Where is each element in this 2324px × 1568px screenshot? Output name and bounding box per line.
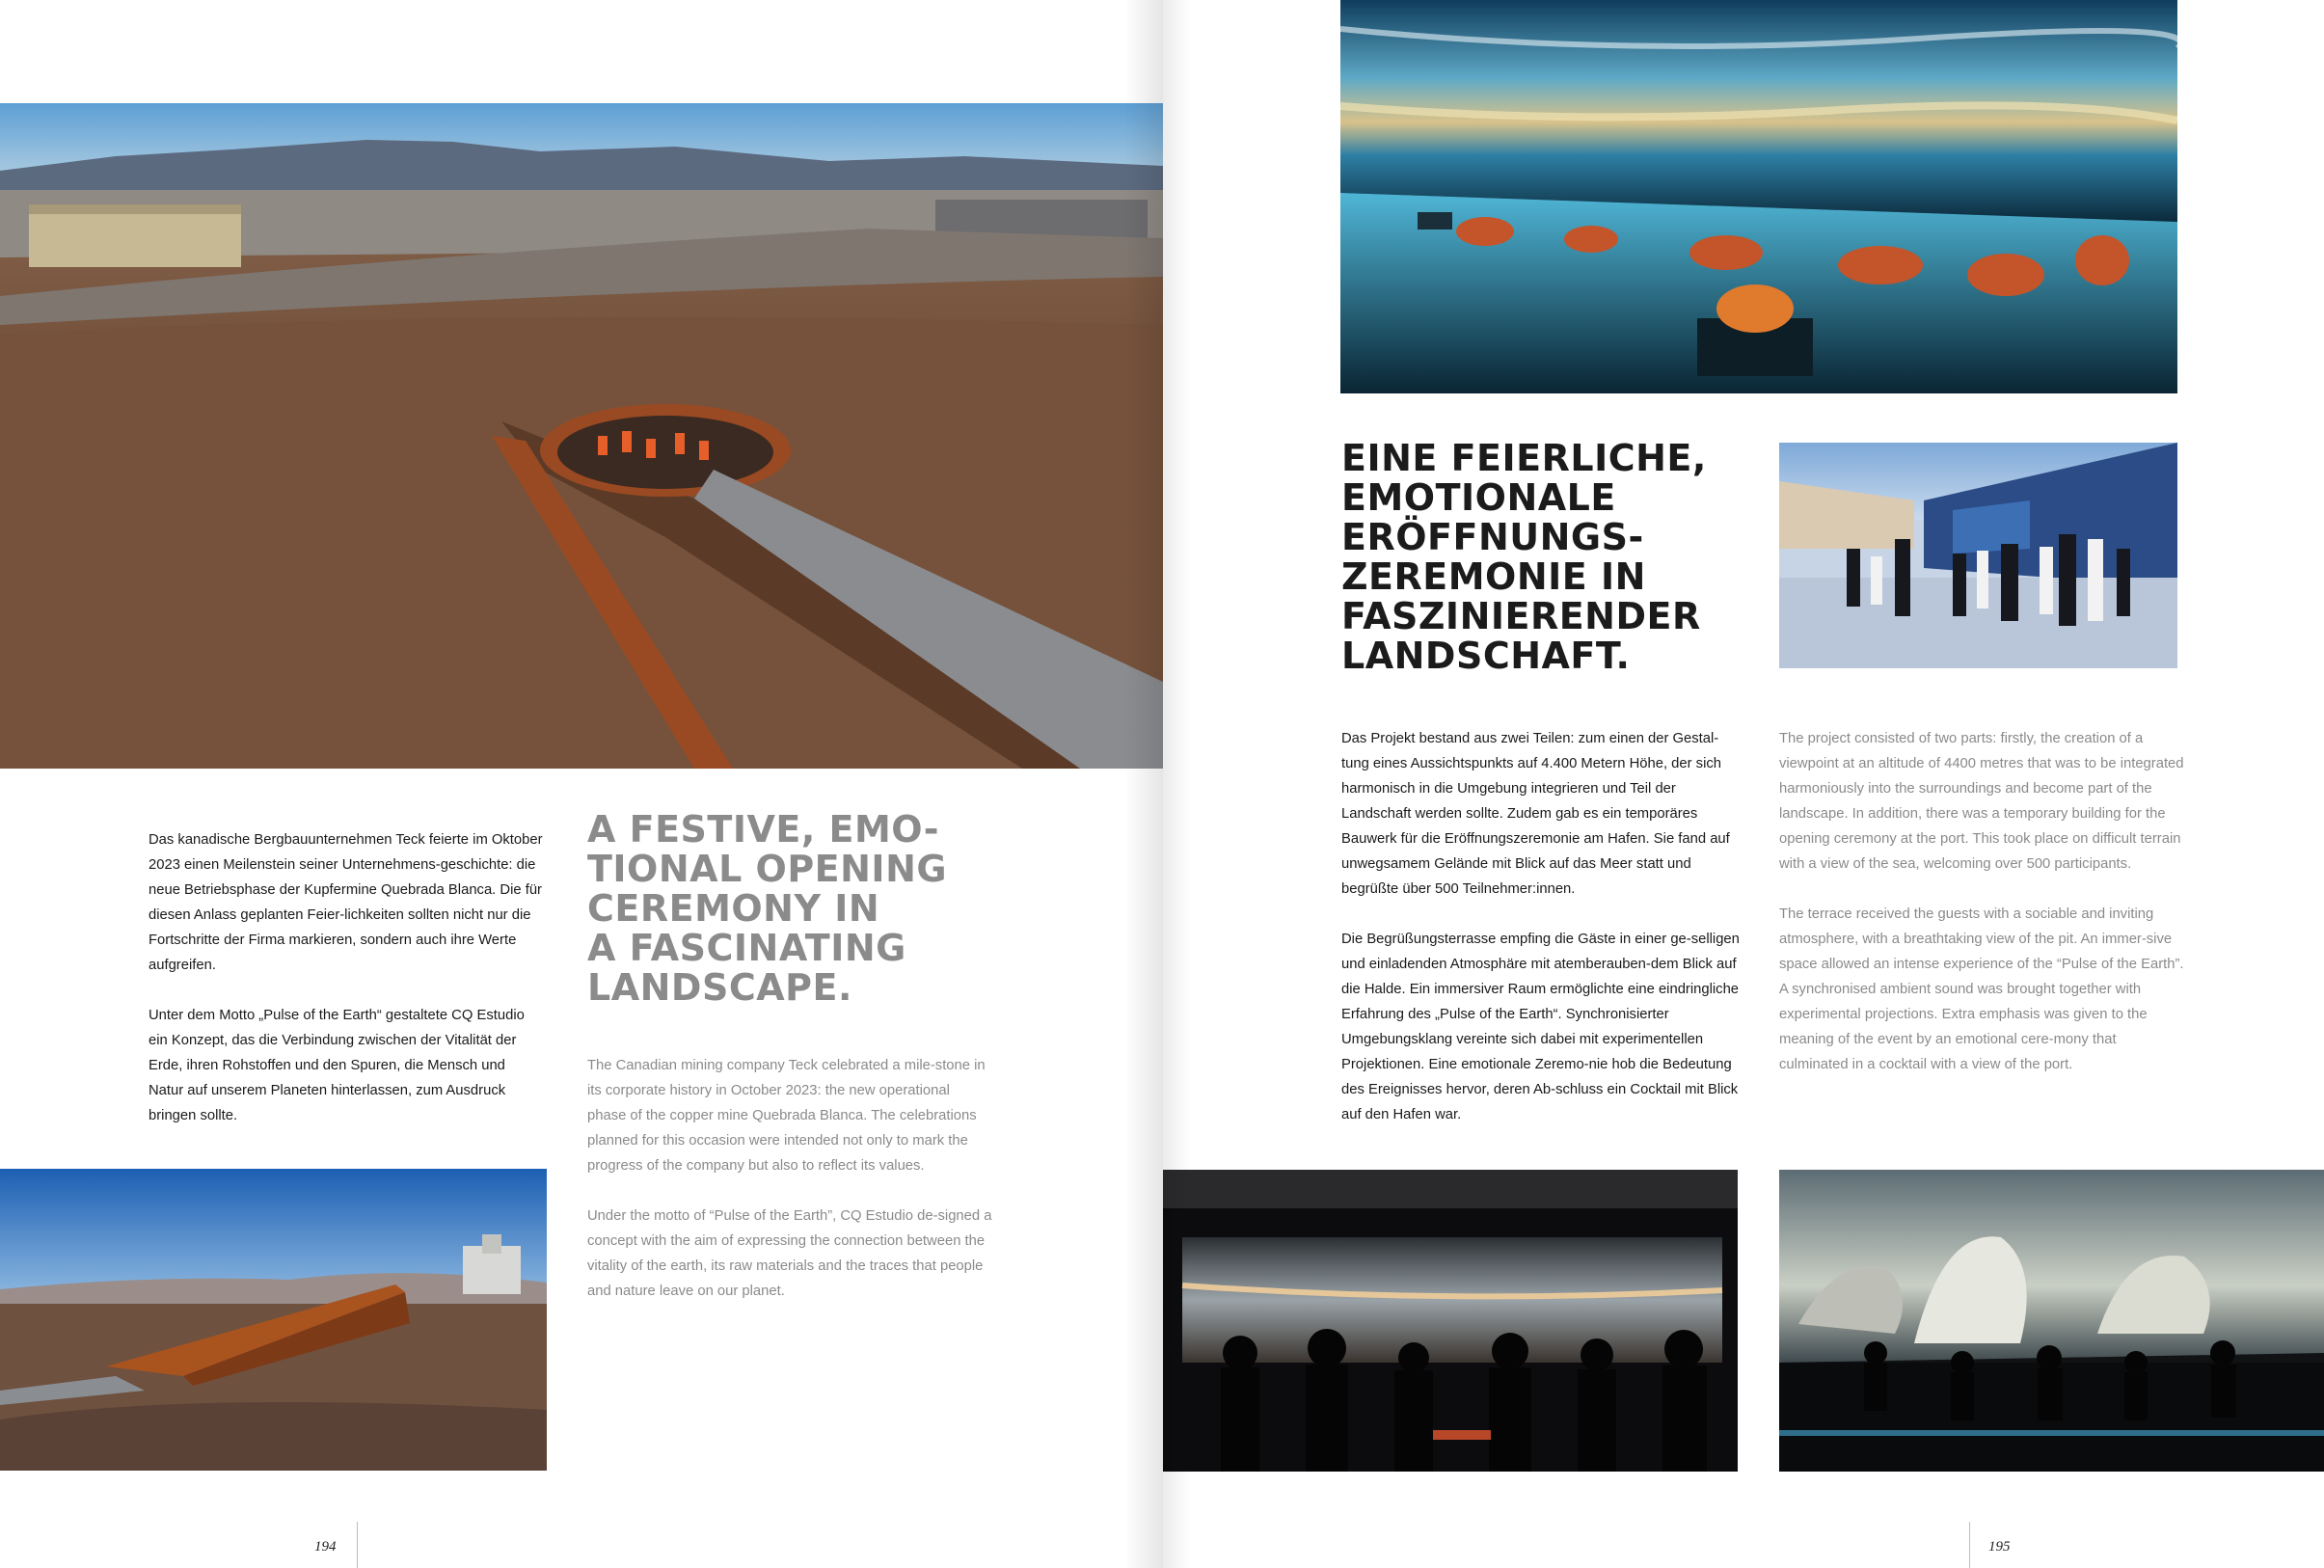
gutter-shadow-left (1124, 0, 1163, 1568)
headline-de-line-6: LANDSCHAFT. (1341, 635, 1631, 677)
folio-rule-left (357, 1522, 358, 1568)
intro-text-en (587, 1053, 992, 1329)
right-page (1163, 0, 2324, 1568)
page-number-left: 194 (314, 1539, 337, 1554)
audience-projection-photo (1163, 1170, 1738, 1472)
project-text-en (1779, 726, 2184, 1102)
headline-en-line-2: TIONAL OPENING (587, 848, 948, 890)
headline-de-line-1: EINE FEIERLICHE, (1341, 437, 1707, 479)
project-en-paragraph-1: The project consisted of two parts: firstly, the creation of a viewpoint at an altitude of 4400 metres that was to be integrated harmoniously into the surroundings and become part of the landscape. In addition, there was a temporary building for the opening ceremony at the port. This took place on difficult terrain with a view of the sea, welcoming over 500 participants. (1779, 731, 2184, 872)
headline-en-line-4: A FASCINATING (587, 927, 906, 969)
headline-de-line-5: FASZINIERENDER (1341, 595, 1701, 637)
headline-en-line-5: LANDSCAPE. (587, 966, 852, 1009)
headline-de (1341, 439, 1746, 676)
headline-en-line-3: CEREMONY IN (587, 887, 880, 930)
project-de-paragraph-2: Die Begrüßungsterrasse empfing die Gäste in einer ge-selligen und einladenden Atmosphäre mit atemberauben-dem Blick auf die Halde. Ein immersiver Raum ermöglichte eine eindringliche Erfahrung des „Pulse of the Earth“. Synchronisierter Umgebungsklang vereinte sich dabei mit experimentellen Projektionen. Eine emotionale Zeremo-nie hob die Bedeutung des Ereignisses hervor, deren Ab-schluss ein Cocktail mit Blick auf den Hafen war. (1341, 932, 1740, 1122)
orchestra-performance-photo (1779, 1170, 2324, 1472)
headline-de-line-3: ERÖFFNUNGS- (1341, 516, 1644, 558)
headline-de-line-2: EMOTIONALE (1341, 476, 1616, 519)
folio-rule-right (1969, 1522, 1970, 1568)
ceremony-guests-photo (1779, 443, 2177, 668)
project-text-de (1341, 726, 1741, 1152)
mining-viewpoint-aerial-photo (0, 103, 1163, 769)
gutter-shadow-right (1163, 0, 1190, 1568)
intro-de-paragraph-2: Unter dem Motto „Pulse of the Earth“ gestaltete CQ Estudio ein Konzept, das die Verbindung zwischen der Vitalität der Erde, ihren Rohstoffen und den Spuren, die Mensch und Natur auf unserem Planeten hinterlassen, zum Ausdruck bringen sollte. (149, 1008, 525, 1123)
page-number-right: 195 (1988, 1539, 2011, 1554)
immersive-projection-room-photo (1340, 0, 2177, 393)
headline-en (587, 810, 992, 1008)
intro-de-paragraph-1: Das kanadische Bergbauunternehmen Teck feierte im Oktober 2023 einen Meilenstein seiner Unternehmens-geschichte: die neue Betriebsphase der Kupfermine Quebrada Blanca. Die für diesen Anlass geplanten Feier-lichkeiten sollten nicht nur die Fortschritte der Firma markieren, sondern auch ihre Werte aufgreifen. (149, 832, 543, 973)
viewpoint-structure-photo (0, 1169, 547, 1471)
headline-de-line-4: ZEREMONIE IN (1341, 555, 1646, 598)
project-de-paragraph-1: Das Projekt bestand aus zwei Teilen: zum einen der Gestal-tung eines Aussichtspunkts auf 4.400 Metern Höhe, der sich harmonisch in die Umgebung integrieren und Teil der Landschaft werden sollte. Zudem gab es ein temporäres Bauwerk für die Eröffnungszeremonie am Hafen. Sie fand auf unwegsamem Gelände mit Blick auf das Meer statt und begrüßte über 500 Teilnehmer:innen. (1341, 731, 1730, 897)
headline-en-line-1: A FESTIVE, EMO- (587, 808, 940, 851)
intro-en-paragraph-2: Under the motto of “Pulse of the Earth”, CQ Estudio de-signed a concept with the aim of expressing the connection between the vitality of the earth, its raw materials and the traces that people and nature leave on our planet. (587, 1208, 992, 1299)
project-en-paragraph-2: The terrace received the guests with a sociable and inviting atmosphere, with a breathtaking view of the pit. An immer-sive space allowed an intense experience of the “Pulse of the Earth”. A synchronised ambient sound was brought together with experimental projections. Extra emphasis was given to the meaning of the event by an emotional cere-mony that culminated in a cocktail with a view of the port. (1779, 906, 2184, 1072)
intro-text-de (149, 827, 544, 1153)
intro-en-paragraph-1: The Canadian mining company Teck celebrated a mile-stone in its corporate history in October 2023: the new operational phase of the copper mine Quebrada Blanca. The celebrations planned for this occasion were intended not only to mark the progress of the company but also to reflect its values. (587, 1058, 986, 1174)
